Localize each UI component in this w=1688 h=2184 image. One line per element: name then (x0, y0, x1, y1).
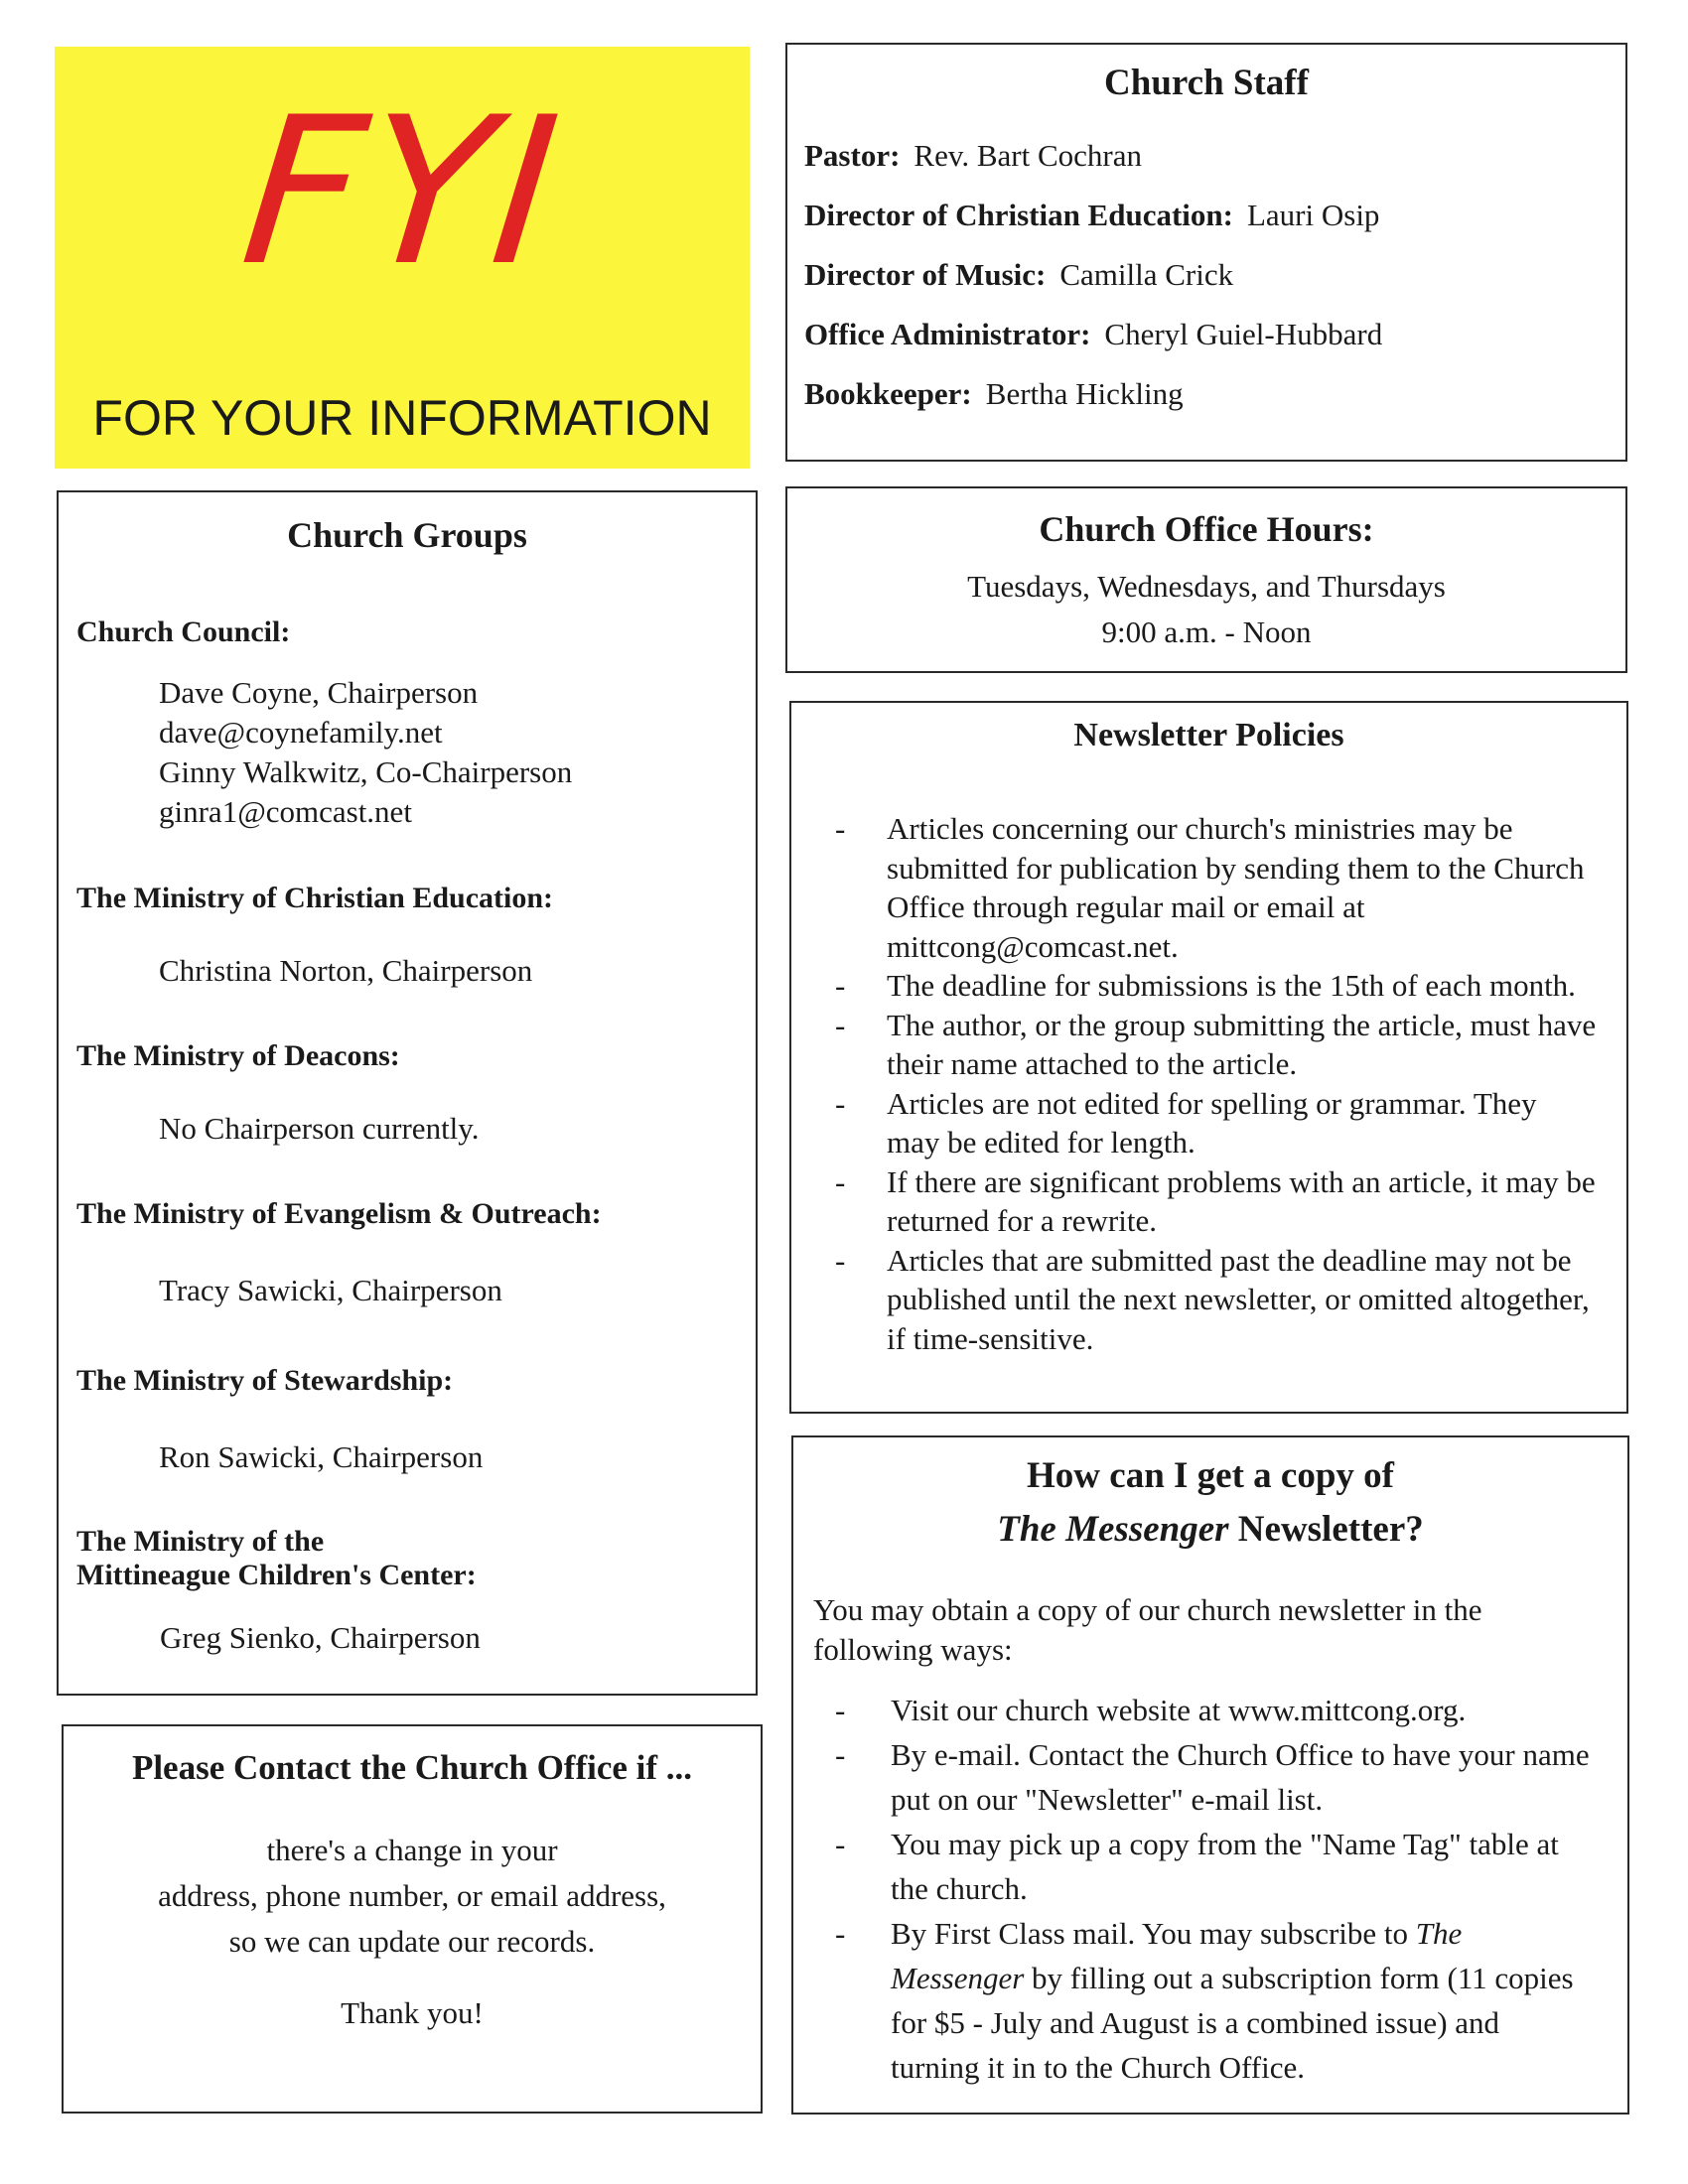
staff-role: Director of Christian Education: (804, 198, 1233, 232)
way-text: By First Class mail. You may subscribe to (891, 1916, 1416, 1951)
church-groups-box (57, 490, 758, 1696)
member-line: Ron Sawicki, Chairperson (159, 1439, 484, 1474)
office-hours-title: Church Office Hours: (1039, 509, 1374, 549)
contact-title: Please Contact the Church Office if ... (131, 1748, 693, 1787)
group-members (160, 1618, 746, 1658)
messenger-way-item: - By e-mail. Contact the Church Office to have your name put on our "Newsletter" e-mail list. (793, 1732, 1627, 1822)
messenger-title-line1: How can I get a copy of (1027, 1455, 1394, 1496)
staff-name: Camilla Crick (1059, 257, 1234, 292)
messenger-title-line2 (793, 1503, 1627, 1557)
policy-item: - The author, or the group submitting the article, must have their name attached to the article. (791, 1006, 1626, 1084)
way-text: by filling out a subscription form (11 copies for $5 - July and August is a combined issue) and turning it in to the Church Office. (891, 1961, 1574, 2085)
staff-name: Lauri Osip (1246, 198, 1380, 232)
staff-role: Pastor: (804, 138, 901, 173)
church-groups-title: Church Groups (287, 515, 527, 555)
group-heading: The Ministry of Evangelism & Outreach: (76, 1197, 602, 1230)
member-line: No Chairperson currently. (159, 1111, 480, 1146)
contact-line: address, phone number, or email address, (158, 1878, 666, 1913)
fyi-subtitle: FOR YOUR INFORMATION (92, 390, 712, 446)
member-line: Greg Sienko, Chairperson (160, 1620, 481, 1655)
group-heading: The Ministry of the (76, 1525, 325, 1558)
contact-thanks: Thank you! (341, 1995, 484, 2030)
newsletter-policies-box (789, 701, 1628, 1414)
staff-name: Cheryl Guiel-Hubbard (1104, 317, 1383, 351)
group-members (159, 1109, 746, 1149)
staff-role: Office Administrator: (804, 317, 1091, 351)
church-staff-box (785, 43, 1627, 462)
staff-row-office-administrator (804, 317, 1625, 376)
member-line: Ginny Walkwitz, Co-Chairperson (159, 754, 573, 789)
messenger-ways-list (793, 1688, 1627, 2090)
member-email: ginra1@comcast.net (159, 794, 412, 829)
staff-row-music (804, 257, 1625, 317)
group-deacons (76, 1039, 746, 1149)
group-members (159, 1271, 746, 1310)
group-stewardship (76, 1364, 746, 1477)
staff-row-christian-education (804, 198, 1625, 257)
policy-item: - Articles that are submitted past the deadline may not be published until the next newsletter, or omitted altogether, if time-sensitive. (791, 1241, 1626, 1359)
contact-office-box (62, 1724, 763, 2114)
church-staff-title: Church Staff (1104, 63, 1309, 103)
messenger-intro: You may obtain a copy of our church newsletter in the following ways: (813, 1592, 1482, 1667)
group-members (159, 1437, 746, 1477)
staff-name: Bertha Hickling (985, 376, 1184, 411)
messenger-way-item (793, 1911, 1627, 2090)
group-heading: Mittineague Children's Center: (76, 1559, 477, 1591)
group-members (159, 673, 746, 832)
messenger-name: The Messenger (891, 1916, 1463, 1995)
staff-role: Bookkeeper: (804, 376, 972, 411)
group-christian-education (76, 882, 746, 991)
group-heading: The Ministry of Deacons: (76, 1039, 400, 1072)
policies-list (791, 809, 1626, 1358)
group-heading: Church Council: (76, 615, 291, 648)
contact-line: so we can update our records. (228, 1924, 596, 1959)
office-hours-time: 9:00 a.m. - Noon (1101, 614, 1312, 649)
group-evangelism-outreach (76, 1197, 746, 1310)
policy-item: - If there are significant problems with an article, it may be returned for a rewrite. (791, 1162, 1626, 1241)
staff-row-pastor (804, 138, 1625, 198)
group-childrens-center (76, 1525, 746, 1658)
contact-line: there's a change in your (266, 1833, 558, 1867)
office-hours-days: Tuesdays, Wednesdays, and Thursdays (967, 569, 1446, 604)
policy-item: - Articles are not edited for spelling or grammar. They may be edited for length. (791, 1084, 1626, 1162)
contact-text (64, 1828, 761, 1965)
policy-item: - The deadline for submissions is the 15th of each month. (791, 966, 1626, 1006)
member-line: Tracy Sawicki, Chairperson (159, 1273, 502, 1307)
fyi-logo-text: FYI (232, 74, 572, 311)
office-hours-box (785, 486, 1627, 673)
messenger-copy-box (791, 1435, 1629, 2115)
fyi-banner (55, 47, 750, 469)
group-heading: The Ministry of Christian Education: (76, 882, 554, 914)
member-line: Christina Norton, Chairperson (159, 953, 533, 988)
policy-item: - Articles concerning our church's ministries may be submitted for publication by sending them to the Church Office through regular mail or email at mittcong@comcast.net. (791, 809, 1626, 966)
messenger-way-item: - You may pick up a copy from the "Name Tag" table at the church. (793, 1822, 1627, 1911)
member-email: dave@coynefamily.net (159, 715, 443, 750)
group-members (159, 951, 746, 991)
group-heading: The Ministry of Stewardship: (76, 1364, 454, 1397)
messenger-name: The Messenger (997, 1509, 1229, 1550)
group-church-council (76, 615, 746, 832)
staff-list (787, 138, 1625, 436)
messenger-title (793, 1449, 1627, 1557)
staff-role: Director of Music: (804, 257, 1047, 292)
staff-row-bookkeeper (804, 376, 1625, 436)
messenger-way-item: - Visit our church website at www.mittcong.org. (793, 1688, 1627, 1732)
member-line: Dave Coyne, Chairperson (159, 675, 479, 710)
newsletter-policies-title: Newsletter Policies (1073, 717, 1344, 753)
staff-name: Rev. Bart Cochran (914, 138, 1142, 173)
office-hours-text (787, 564, 1625, 655)
messenger-title-rest: Newsletter? (1228, 1509, 1424, 1550)
